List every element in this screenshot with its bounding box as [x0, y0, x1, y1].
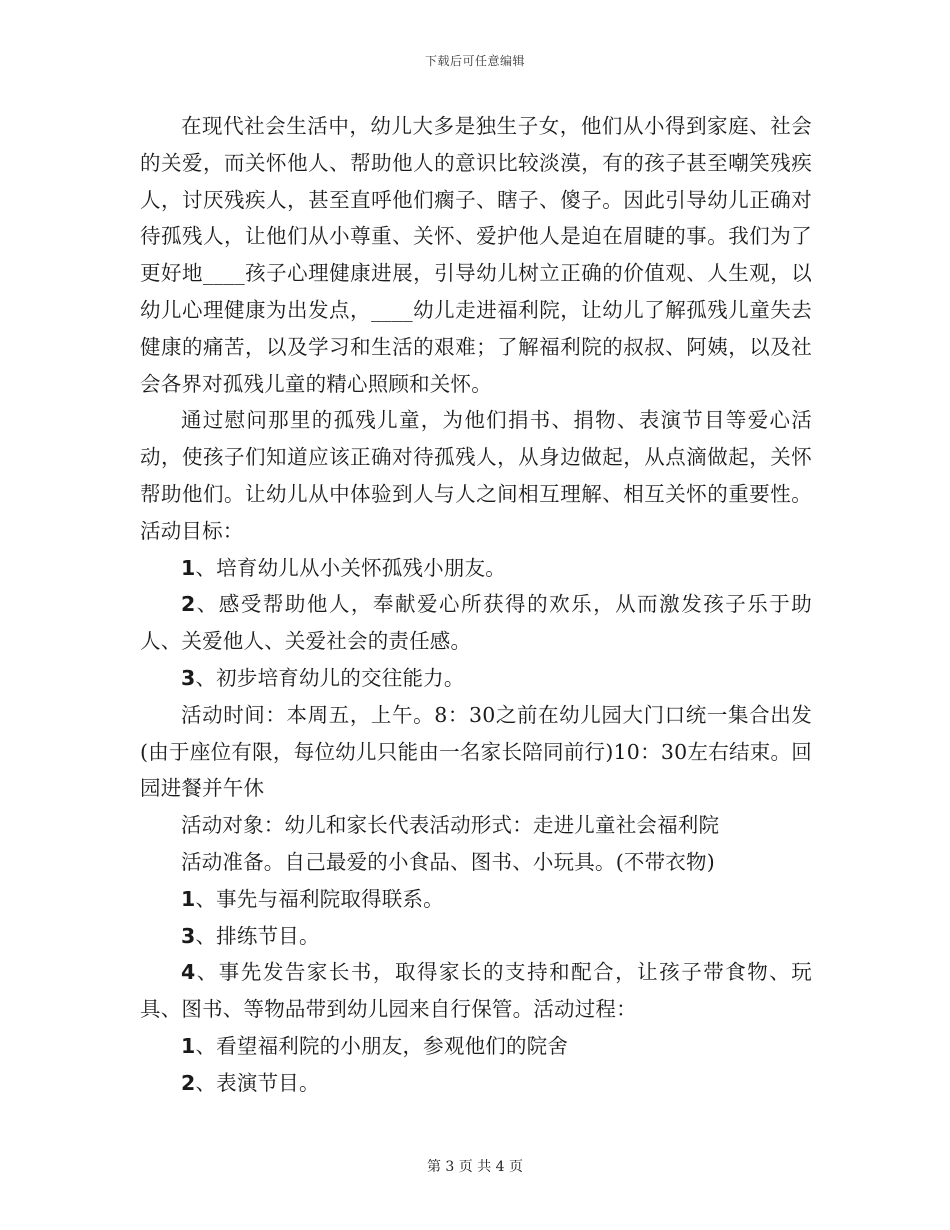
paragraph-text: 、表演节目。	[195, 1070, 320, 1095]
prep-item-3	[140, 918, 812, 955]
paragraph-text: 、排练节目。	[195, 923, 320, 948]
paragraph-text: 活动准备。自己最爱的小食品、图书、小玩具。(不带衣物)	[181, 849, 715, 874]
paragraph-text: 、事先与福利院取得联系。	[195, 886, 444, 911]
goal-item-2	[140, 586, 812, 660]
document-body	[140, 108, 812, 1102]
paragraph-text: 、看望福利院的小朋友，参观他们的院舍	[195, 1033, 569, 1058]
paragraph-text: 通过慰问那里的孤残儿童，为他们捐书、捐物、表演节目等爱心活动，使孩子们知道应该正确对待孤残人，从身边做起，从点滴做起，关怀帮助他们。让幼儿从中体验到人与人之间相互理解、相互关怀的重要性。活动目标：	[140, 408, 812, 543]
item-number: 3	[181, 665, 196, 690]
page-footer: 第 3 页 共 4 页	[426, 1159, 524, 1175]
paragraph-text: 活动时间：本周五，上午。8：30之前在幼儿园大门口统一集合出发(由于座位有限，每位幼儿只能由一名家长陪同前行)10：30左右结束。回园进餐并午休	[140, 702, 812, 801]
paragraph-text: 活动对象：幼儿和家长代表活动形式：走进儿童社会福利院	[181, 813, 720, 838]
item-number: 4	[181, 960, 196, 985]
goal-item-3	[140, 660, 812, 697]
paragraph-text: 、培育幼儿从小关怀孤残小朋友。	[195, 555, 506, 580]
process-item-1	[140, 1028, 812, 1065]
paragraph-text: 、事先发告家长书，取得家长的支持和配合，让孩子带食物、玩具、图书、等物品带到幼儿园来自行保管。活动过程：	[140, 960, 812, 1022]
process-item-2	[140, 1065, 812, 1102]
paragraph-text: 在现代社会生活中，幼儿大多是独生子女，他们从小得到家庭、社会的关爱，而关怀他人、帮助他人的意识比较淡漠，有的孩子甚至嘲笑残疾人，讨厌残疾人，甚至直呼他们瘸子、瞎子、傻子。因此引导幼儿正确对待孤残人，让他们从小尊重、关怀、爱护他人是迫在眉睫的事。我们为了更好地____孩子心理健康进展，引导幼儿树立正确的价值观、人生观，以幼儿心理健康为出发点，____幼儿走进福利院，让幼儿了解孤残儿童失去健康的痛苦，以及学习和生活的艰难；了解福利院的叔叔、阿姨，以及社会各界对孤残儿童的精心照顾和关怀。	[140, 114, 812, 396]
item-number: 3	[181, 923, 196, 948]
prep-item-4	[140, 954, 812, 1028]
paragraph-text: 、感受帮助他人，奉献爱心所获得的欢乐，从而激发孩子乐于助人、关爱他人、关爱社会的责任感。	[140, 592, 812, 654]
paragraph-text: 、初步培育幼儿的交往能力。	[195, 665, 465, 690]
paragraph-activity-target	[140, 807, 812, 844]
prep-item-1	[140, 881, 812, 918]
item-number: 1	[181, 1033, 196, 1058]
item-number: 1	[181, 555, 196, 580]
page-header: 下载后可任意编辑	[424, 54, 525, 68]
paragraph-intro	[140, 108, 812, 402]
paragraph-activity-time	[140, 697, 812, 807]
goal-item-1	[140, 550, 812, 587]
paragraph-purpose	[140, 402, 812, 549]
item-number: 1	[181, 886, 196, 911]
item-number: 2	[181, 1070, 196, 1095]
item-number: 2	[181, 592, 196, 617]
paragraph-activity-prep	[140, 844, 812, 881]
